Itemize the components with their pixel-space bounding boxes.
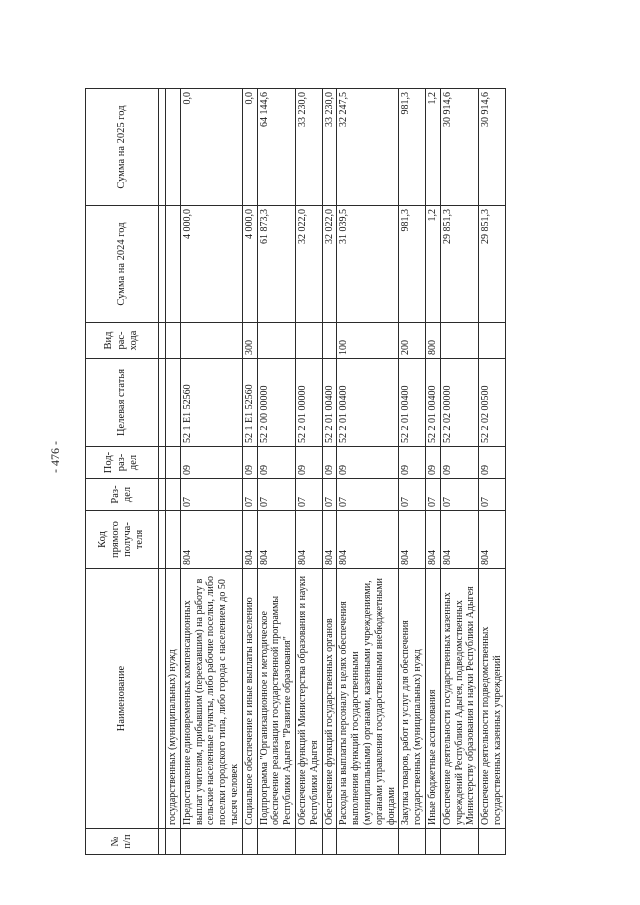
cell-num [425,829,440,855]
cell-sum2024: 981,3 [399,206,426,323]
cell-sum2025: 32 247,5 [337,89,399,206]
cell-num [399,829,426,855]
cell-type [295,323,322,359]
cell-sum2025: 0,0 [242,89,257,206]
cell-sum2024: 31 039,5 [337,206,399,323]
cell-sum2025: 0,0 [180,89,242,206]
cell-name: Социальное обеспечение и иные выплаты населению [242,569,257,829]
cell-name: Обеспечение деятельности подведомственных государственных казенных учреждений [479,569,506,829]
cell-section: 07 [242,479,257,511]
cell-target: 52 2 01 00400 [399,359,426,447]
header-gap [159,323,166,359]
cell-target: 52 2 01 00400 [425,359,440,447]
cell-code: 804 [180,511,242,569]
cell-code: 804 [399,511,426,569]
cell-num [166,829,181,855]
table-body [166,89,506,855]
table-row [425,89,440,855]
cell-section [166,479,181,511]
cell-num [440,829,478,855]
cell-subsection: 09 [295,447,322,479]
cell-target: 52 2 00 00000 [257,359,295,447]
cell-target: 52 1 Е1 52560 [180,359,242,447]
header-gap [159,447,166,479]
header-section: Раз-дел [86,479,159,511]
header-sum2025: Сумма на 2025 год [86,89,159,206]
table-row [479,89,506,855]
cell-num [295,829,322,855]
cell-code [166,511,181,569]
cell-name: Обеспечение деятельности государственных казенных учреждений Республики Адыгея, подведомственных Министерству образования и науки Республики Адыгея [440,569,478,829]
cell-type: 200 [399,323,426,359]
cell-target: 52 2 02 00000 [440,359,478,447]
cell-num [257,829,295,855]
cell-code: 804 [479,511,506,569]
cell-subsection: 09 [425,447,440,479]
cell-code: 804 [337,511,399,569]
header-gap [159,359,166,447]
cell-name: Подпрограмма "Организационное и методическое обеспечение реализации государственной программы Республики Адыгея "Развитие образования" [257,569,295,829]
cell-subsection: 09 [242,447,257,479]
cell-type [440,323,478,359]
table-row [180,89,242,855]
cell-subsection: 09 [257,447,295,479]
cell-sum2025: 1,2 [425,89,440,206]
cell-sum2024: 4 000,0 [180,206,242,323]
cell-sum2024: 32 022,0 [295,206,322,323]
table-row [440,89,478,855]
page-number: - 476 - [48,441,62,473]
cell-name: Предоставление единовременных компенсационных выплат учителям, прибывшим (переехавшим) на работу в сельские населенные пункты, либо рабочие поселки, либо поселки городского типа, либо города с населением до 50 тысяч человек [180,569,242,829]
budget-table [85,88,506,855]
cell-section: 07 [257,479,295,511]
cell-type [322,323,337,359]
cell-type [479,323,506,359]
table-header [86,89,166,855]
cell-section: 07 [322,479,337,511]
header-sum2024: Сумма на 2024 год [86,206,159,323]
rotated-table-container [85,89,560,855]
cell-code: 804 [295,511,322,569]
cell-sum2024: 4 000,0 [242,206,257,323]
cell-name: Расходы на выплаты персоналу в целях обеспечения выполнения функций государственными (муниципальными) органами, казенными учреждениями, органами управления государственными внебюджетными фондами [337,569,399,829]
cell-type [257,323,295,359]
cell-code: 804 [440,511,478,569]
header-name: Наименование [86,569,159,829]
cell-name: Закупка товаров, работ и услуг для обеспечения государственных (муниципальных) нужд [399,569,426,829]
cell-num [242,829,257,855]
cell-sum2024: 1,2 [425,206,440,323]
cell-sum2024: 61 873,3 [257,206,295,323]
cell-section: 07 [479,479,506,511]
cell-subsection: 09 [479,447,506,479]
cell-subsection: 09 [440,447,478,479]
cell-subsection: 09 [399,447,426,479]
header-gap [159,206,166,323]
cell-type [166,323,181,359]
header-gap [159,511,166,569]
cell-code: 804 [425,511,440,569]
cell-subsection: 09 [337,447,399,479]
cell-name: государственных (муниципальных) нужд [166,569,181,829]
cell-num [479,829,506,855]
cell-name: Обеспечение функций государственных органов [322,569,337,829]
table-row [295,89,322,855]
table-row [322,89,337,855]
cell-sum2024: 29 851,3 [479,206,506,323]
cell-num [322,829,337,855]
cell-section: 07 [337,479,399,511]
cell-sum2025: 981,3 [399,89,426,206]
cell-type: 300 [242,323,257,359]
cell-section: 07 [440,479,478,511]
cell-subsection [166,447,181,479]
cell-type: 100 [337,323,399,359]
header-code: Код прямого получа-теля [86,511,159,569]
cell-num [180,829,242,855]
cell-sum2024: 32 022,0 [322,206,337,323]
cell-section: 07 [295,479,322,511]
cell-code: 804 [242,511,257,569]
cell-sum2025: 64 144,6 [257,89,295,206]
cell-sum2025: 30 914,6 [479,89,506,206]
cell-section: 07 [399,479,426,511]
cell-sum2025: 30 914,6 [440,89,478,206]
header-gap [159,829,166,855]
cell-name: Иные бюджетные ассигнования [425,569,440,829]
cell-sum2025: 33 230,0 [322,89,337,206]
cell-name: Обеспечение функций Министерства образования и науки Республики Адыгея [295,569,322,829]
cell-subsection: 09 [180,447,242,479]
cell-sum2025: 33 230,0 [295,89,322,206]
header-type: Вид рас-хода [86,323,159,359]
header-subsection: Под-раз-дел [86,447,159,479]
cell-target: 52 1 Е1 52560 [242,359,257,447]
table-row [166,89,181,855]
header-gap [159,569,166,829]
table-row [242,89,257,855]
header-gap [159,479,166,511]
cell-section: 07 [425,479,440,511]
table-row [337,89,399,855]
header-gap [159,89,166,206]
cell-num [337,829,399,855]
table-row [257,89,295,855]
cell-target: 52 2 01 00400 [337,359,399,447]
cell-target: 52 2 02 00500 [479,359,506,447]
cell-subsection: 09 [322,447,337,479]
cell-sum2024: 29 851,3 [440,206,478,323]
cell-target: 52 2 01 00400 [322,359,337,447]
cell-sum2025 [166,89,181,206]
cell-code: 804 [257,511,295,569]
cell-sum2024 [166,206,181,323]
table-row [399,89,426,855]
header-num: № п/п [86,829,159,855]
cell-target [166,359,181,447]
cell-target: 52 2 01 00000 [295,359,322,447]
header-target: Целевая статья [86,359,159,447]
cell-type [180,323,242,359]
cell-section: 07 [180,479,242,511]
cell-type: 800 [425,323,440,359]
cell-code: 804 [322,511,337,569]
